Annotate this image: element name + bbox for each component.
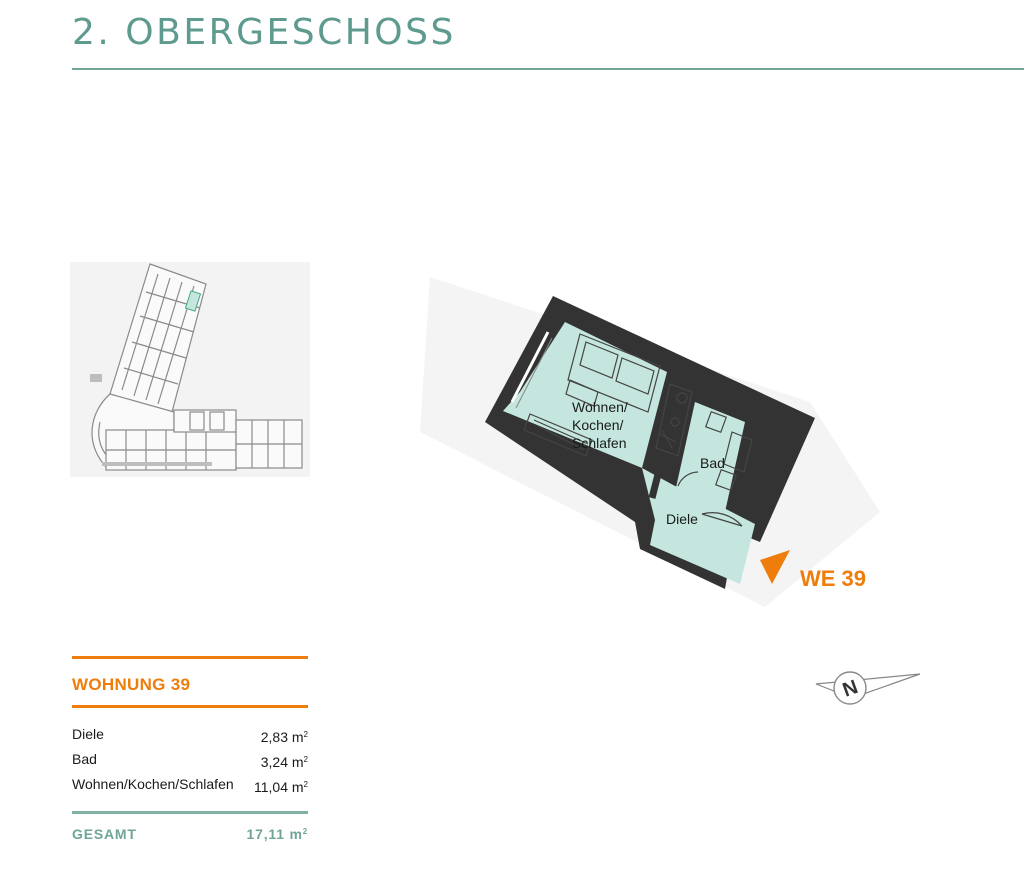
building-key-plan [70, 262, 310, 477]
room-row-bad: Bad 3,24 $m^2$ [72, 747, 308, 772]
unit-title: WOHNUNG 39 [72, 675, 191, 694]
compass-north-icon [812, 664, 924, 710]
total-value: 17,11 m [246, 826, 303, 842]
room-row-diele: Diele 2,83 $m^2$ [72, 722, 308, 747]
unit-plan-label: WE 39 [800, 566, 867, 591]
title-divider [72, 68, 1024, 70]
room-area-list [72, 708, 308, 797]
room-label-sleeping: Schlafen [572, 435, 627, 451]
room-name: Bad [72, 751, 97, 767]
apartment-floor-plan [420, 262, 890, 607]
room-label-bath: Bad [700, 455, 725, 471]
total-row: GESAMT 17,11 $m^2$ [72, 826, 308, 842]
room-label-kitchen: Kochen/ [572, 417, 624, 433]
room-row-wohnen: Wohnen/Kochen/Schlafen 11,04 $m^2$ [72, 772, 308, 797]
room-name: Wohnen/Kochen/Schlafen [72, 776, 234, 792]
total-label: GESAMT [72, 826, 137, 842]
unit-summary-panel [72, 656, 308, 842]
room-label-hall: Diele [666, 511, 698, 527]
room-name: Diele [72, 726, 104, 742]
room-label-living: Wohnen/ [572, 399, 628, 415]
room-area: 3,24 m [260, 754, 304, 770]
compass-letter: N [839, 676, 861, 702]
room-area: 2,83 m [260, 729, 304, 745]
page-title: 2. OBERGESCHOSS [72, 12, 456, 53]
room-area: 11,04 m [254, 779, 304, 795]
